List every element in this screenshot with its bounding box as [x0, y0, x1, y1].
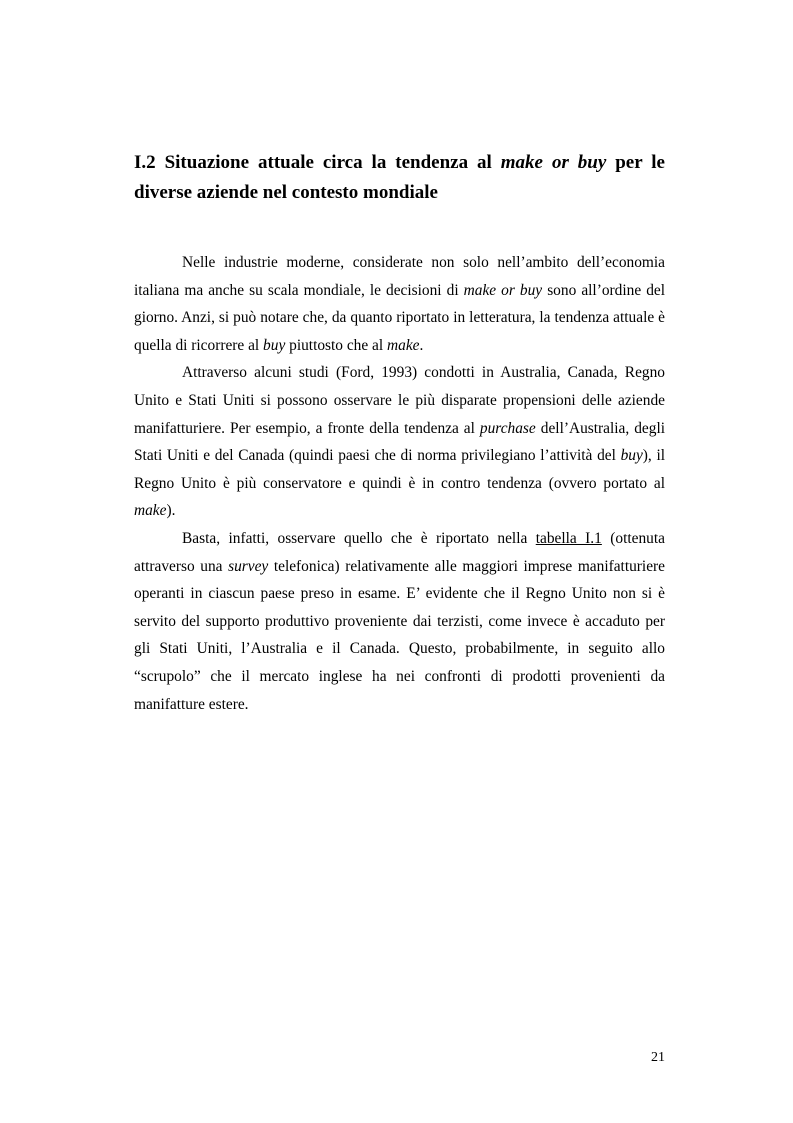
p2-italic-3: make [134, 502, 167, 520]
section-heading [134, 148, 665, 208]
heading-italic-term: make or buy [500, 152, 607, 173]
p1-text-2: sono all’ordine del giorno. Anzi, si può notare che, da quanto riportato in letteratura, la tendenza attuale è quella di ricorrere al [134, 281, 665, 354]
p1-italic-2: buy [263, 336, 286, 354]
p1-text-4: . [419, 336, 424, 354]
p2-italic-2: buy [620, 447, 643, 465]
p3-italic-1: survey [228, 557, 269, 575]
p2-text-2: dell’Australia, degli Stati Uniti e del Canada (quindi paesi che di norma privilegiano l’attività del [134, 419, 665, 465]
p2-text-3: ), il Regno Unito è più conservatore e quindi è in contro tendenza (ovvero portato al [134, 447, 666, 492]
p3-text-2: (ottenuta attraverso una [134, 529, 665, 575]
p1-text-1: Nelle industrie moderne, considerate non solo nell’ambito dell’economia italiana ma anche su scala mondiale, le decisioni di [134, 254, 665, 299]
p1-text-3: piuttosto che al [285, 336, 388, 354]
heading-text-part2: per le diverse aziende nel contesto mondiale [134, 152, 665, 203]
page-number: 21 [651, 1050, 665, 1065]
p1-italic-1: make or buy [463, 281, 543, 299]
body-text [134, 249, 665, 718]
p3-text-1: Basta, infatti, osservare quello che è riportato nella [182, 529, 536, 547]
paragraph-2 [134, 359, 665, 525]
p3-text-3: telefonica) relativamente alle maggiori imprese manifatturiere operanti in ciascun paese preso in esame. E’ evidente che il Regno Unito non si è servito del supporto produttivo proveniente dai terzisti, come invece è accaduto per gli Stati Uniti, l’Australia e il Canada. Questo, probabilmente, in seguito allo “scrupolo” che il mercato inglese ha nei confronti di prodotti provenienti da manifatture estere. [134, 557, 665, 713]
heading-text-part1: I.2 Situazione attuale circa la tendenza al [134, 152, 501, 173]
paragraph-3 [134, 525, 665, 718]
p2-italic-1: purchase [479, 419, 536, 437]
p2-text-1: Attraverso alcuni studi (Ford, 1993) condotti in Australia, Canada, Regno Unito e Stati Uniti si possono osservare le più disparate propensioni delle aziende manifatturiere. Per esempio, a fronte della tendenza al [134, 364, 665, 437]
table-reference-link[interactable]: tabella I.1 [535, 529, 602, 547]
p1-italic-3: make [387, 336, 420, 354]
paragraph-1 [134, 249, 665, 359]
p2-text-4: ). [166, 502, 176, 520]
